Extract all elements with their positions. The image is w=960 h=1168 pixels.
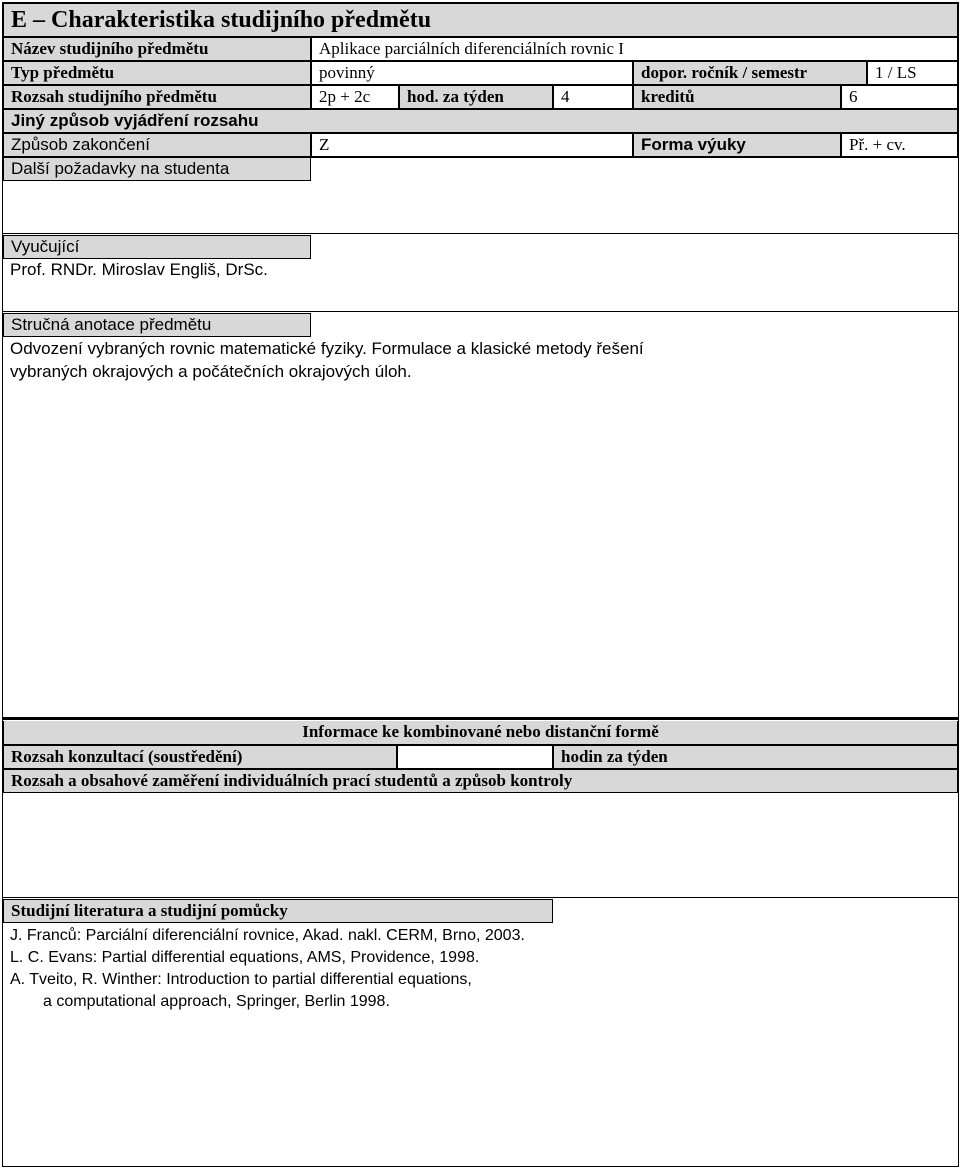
course-scope-value: 2p + 2c — [311, 85, 399, 109]
teaching-form-value: Př. + cv. — [841, 133, 958, 157]
individual-work-label: Rozsah a obsahové zaměření individuálních prací studentů a způsob kontroly — [3, 769, 958, 793]
literature-item: a computational approach, Springer, Berlin 1998. — [43, 993, 390, 1010]
consultation-label: Rozsah konzultací (soustředění) — [3, 745, 397, 769]
divider — [3, 897, 958, 898]
course-name-value: Aplikace parciálních diferenciálních rovnic I — [311, 37, 958, 61]
credits-value: 6 — [841, 85, 958, 109]
completion-label: Způsob zakončení — [3, 133, 311, 157]
divider — [3, 311, 958, 312]
annotation-text — [10, 337, 644, 383]
annotation-label: Stručná anotace předmětu — [3, 313, 311, 337]
form-title: E – Charakteristika studijního předmětu — [3, 3, 958, 37]
literature-label: Studijní literatura a studijní pomůcky — [3, 899, 553, 923]
literature-item: A. Tveito, R. Winther: Introduction to partial differential equations, — [10, 971, 472, 988]
other-scope-label: Jiný způsob vyjádření rozsahu — [3, 109, 958, 133]
annotation-line: vybraných okrajových a počátečních okrajových úloh. — [10, 362, 412, 381]
teaching-form-label: Forma výuky — [633, 133, 841, 157]
annotation-line: Odvození vybraných rovnic matematické fyziky. Formulace a klasické metody řešení — [10, 339, 644, 358]
course-type-label: Typ předmětu — [3, 61, 311, 85]
literature-item: L. C. Evans: Partial differential equations, AMS, Providence, 1998. — [10, 949, 480, 966]
course-scope-label: Rozsah studijního předmětu — [3, 85, 311, 109]
recommended-year-label: dopor. ročník / semestr — [633, 61, 867, 85]
course-name-label: Název studijního předmětu — [3, 37, 311, 61]
section-divider — [3, 717, 958, 720]
divider — [3, 233, 958, 234]
hours-per-week-value: 4 — [553, 85, 633, 109]
literature-item: J. Franců: Parciální diferenciální rovnice, Akad. nakl. CERM, Brno, 2003. — [10, 927, 525, 944]
literature-list — [10, 925, 525, 1013]
credits-label: kreditů — [633, 85, 841, 109]
completion-value: Z — [311, 133, 633, 157]
combined-form-header: Informace ke kombinované nebo distanční formě — [3, 721, 958, 745]
recommended-year-value: 1 / LS — [867, 61, 958, 85]
lecturer-label: Vyučující — [3, 235, 311, 259]
consultation-value — [397, 745, 553, 769]
divider — [311, 157, 958, 158]
other-requirements-label: Další požadavky na studenta — [3, 157, 311, 181]
hours-per-week-combined-label: hodin za týden — [553, 745, 958, 769]
lecturer-value: Prof. RNDr. Miroslav Engliš, DrSc. — [10, 260, 268, 279]
hours-per-week-label: hod. za týden — [399, 85, 553, 109]
course-form — [2, 2, 959, 1167]
course-type-value: povinný — [311, 61, 633, 85]
